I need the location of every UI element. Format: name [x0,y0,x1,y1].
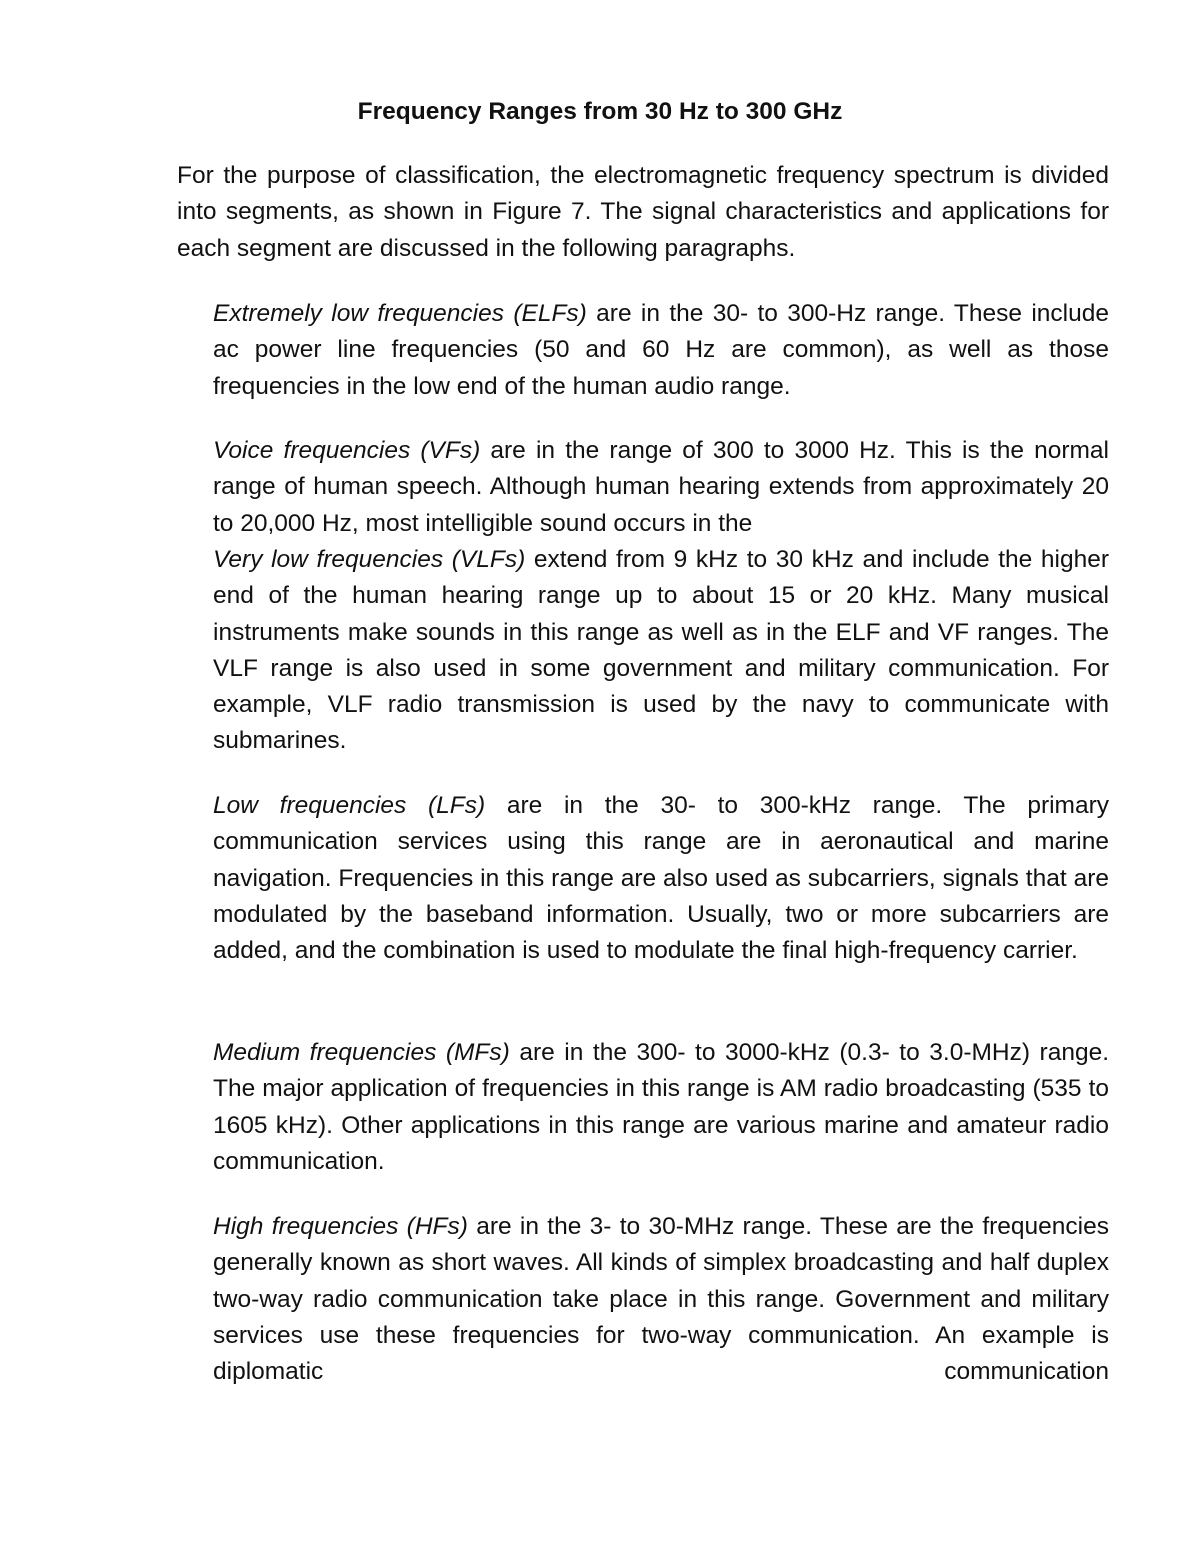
paragraph-mf [213,1035,1109,1180]
paragraph-elf [213,296,1109,405]
paragraph-lf [213,788,1109,969]
text-elf: are in the 30- to 300-Hz range. These include ac power line frequencies (50 and 60 Hz are common), as well as those frequencies in the low end of the human audio range. [213,300,1109,400]
paragraph-hf [213,1209,1109,1390]
term-lf: Low frequencies (LFs) [213,792,486,819]
paragraph-vlf [213,542,1109,760]
intro-paragraph: For the purpose of classification, the electromagnetic frequency spectrum is divided into segments, as shown in Figure 7. The signal characteristics and applications for each segment are discussed in the following paragraphs. [177,162,1109,262]
term-elf: Extremely low frequencies (ELFs) [213,300,587,327]
text-hf: are in the 3- to 30-MHz range. These are the frequencies generally known as short waves. All kinds of simplex broadcasting and half duplex two-way radio communication take place in this range. Government and military services use these frequencies for two-way communication. An example is diplomatic communication [213,1213,1109,1386]
paragraph-vf [213,433,1109,542]
text-mf: are in the 300- to 3000-kHz (0.3- to 3.0-MHz) range. The major application of frequencies in this range is AM radio broadcasting (535 to 1605 kHz). Other applications in this range are various marine and amateur radio communication. [213,1039,1109,1175]
page-title: Frequency Ranges from 30 Hz to 300 GHz [357,98,843,125]
text-lf: are in the 30- to 300-kHz range. The primary communication services using this range are in aeronautical and marine navigation. Frequencies in this range are also used as subcarriers, signals that are modulated by the baseband information. Usually, two or more subcarriers are added, and the combination is used to modulate the final high-frequency carrier. [213,792,1109,965]
text-vlf: extend from 9 kHz to 30 kHz and include the higher end of the human hearing range up to about 15 or 20 kHz. Many musical instruments make sounds in this range as well as in the ELF and VF ranges. The VLF range is also used in some government and military communication. For example, VLF radio transmission is used by the navy to communicate with submarines. [213,546,1109,755]
text-vf: are in the range of 300 to 3000 Hz. This is the normal range of human speech. Although human hearing extends from approximately 20 to 20,000 Hz, most intelligible sound occurs in the [213,437,1109,537]
term-vf: Voice frequencies (VFs) [213,437,481,464]
term-vlf: Very low frequencies (VLFs) [213,546,526,573]
term-mf: Medium frequencies (MFs) [213,1039,510,1066]
term-hf: High frequencies (HFs) [213,1213,468,1240]
